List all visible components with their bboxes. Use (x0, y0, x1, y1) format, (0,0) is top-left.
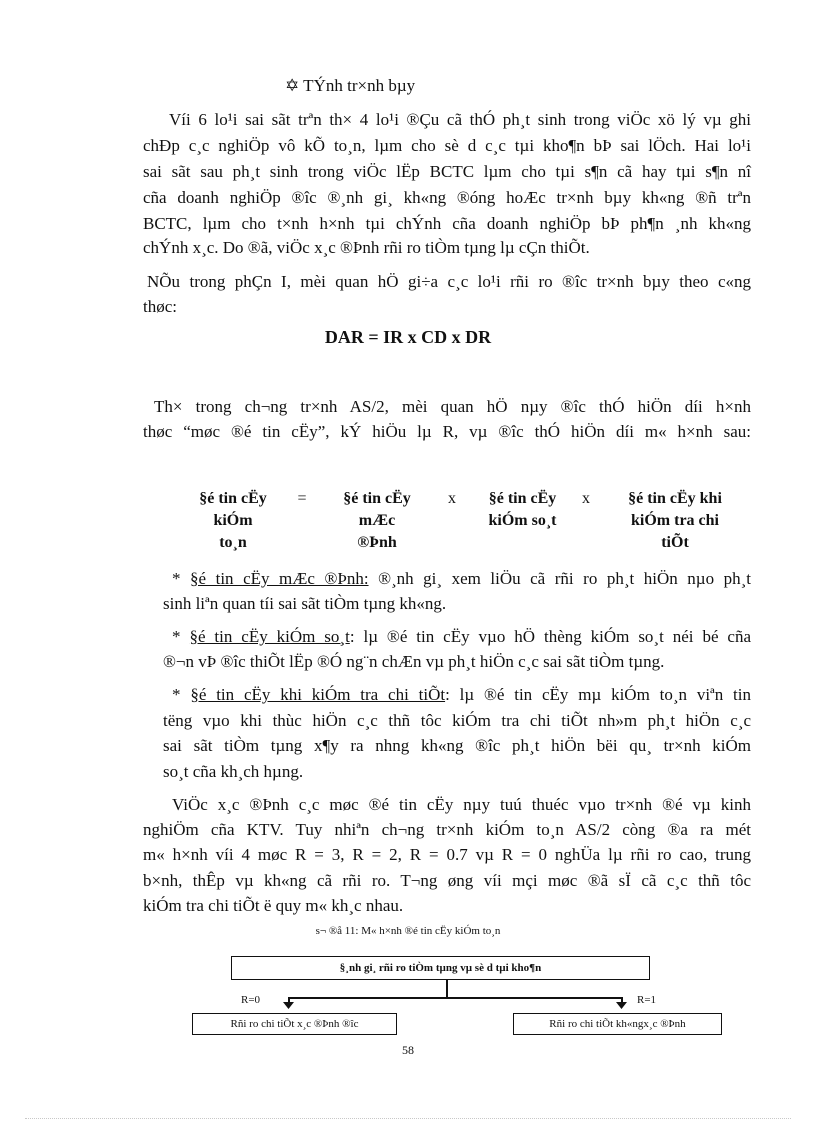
multiply-sign: x (448, 490, 456, 507)
right-box-risk-undetermined: Rñi ro chi tiÕt kh«ngx¸c ®Þnh (513, 1013, 722, 1035)
diagram-caption: s¬ ®å 11: M« h×nh ®é tin cËy kiÓm to¸n (315, 925, 501, 937)
para2-line: thøc: (143, 297, 177, 316)
equation-term-control-reliability: §é tin cËy kiÓm so¸t (488, 490, 557, 529)
equation-term-audit-reliability: §é tin cËy kiÓm to¸n (199, 490, 267, 551)
definition-line: so¸t cña kh¸ch hµng. (163, 762, 304, 781)
para3-line: Th× trong ch¬ng tr×nh AS/2, mèi quan hÖ nµy ®îc thÓ hiÖn díi h×nh (154, 397, 751, 416)
top-box-risk-assessment: §¸nh gi¸ rñi ro tiÒm tµng vµ sè d tµi kho¶n (231, 956, 650, 980)
para4-line: kiÓm tra chi tiÕt ë quy m« kh¸c nhau. (143, 896, 404, 915)
para1-line: Víi 6 lo¹i sai sãt trªn th× 4 lo¹i ®Çu cã thÓ ph¸t sinh trong viÖc xö lý vµ ghi (169, 110, 751, 129)
equals-sign: = (297, 490, 307, 507)
para1-line: chÝnh x¸c. Do ®ã, viÖc x¸c ®Þnh rñi ro tiÒm tµng lµ cÇn thiÕt. (143, 238, 590, 257)
definition-term: §é tin cËy mÆc ®Þnh: (190, 569, 369, 588)
para1-line: sai sãt sau ph¸t sinh trong viÖc lËp BCTC lµm cho tµi s¶n cã hay tµi s¶n nî (143, 162, 751, 181)
para4-line: nghiÖm cña KTV. Tuy nhiªn ch¬ng tr×nh kiÓm to¸n AS/2 còng ®a ra mét (143, 820, 751, 839)
definition-line: * §é tin cËy khi kiÓm tra chi tiÕt: lµ ®é tin cËy mµ kiÓm to¸n viªn tin (172, 685, 752, 704)
definition-term: §é tin cËy kiÓm so¸t (189, 627, 350, 646)
equation-term-detail-test-reliability: §é tin cËy khi kiÓm tra chi tiÕt (628, 490, 722, 551)
para3-line: thøc “møc ®é tin cËy”, kÝ hiÖu lµ R, vµ ®îc thÓ hiÖn díi m« h×nh sau: (143, 422, 751, 441)
equation-term-default-reliability: §é tin cËy mÆc ®Þnh (343, 490, 411, 551)
definition-line: tëng vµo khi thùc hiÖn c¸c thñ tôc kiÓm tra chi tiÕt nh»m ph¸t hiÖn c¸c (163, 711, 751, 730)
multiply-sign: x (582, 490, 590, 507)
risk-formula: DAR = IR x CD x DR (324, 327, 492, 347)
definition-term: §é tin cËy khi kiÓm tra chi tiÕt (190, 685, 446, 704)
definition-line: sinh liªn quan tíi sai sãt tiÒm tµng kh«ng. (163, 594, 447, 613)
left-box-risk-determined: Rñi ro chi tiÕt x¸c ®Þnh ®îc (192, 1013, 397, 1035)
definition-line: * §é tin cËy kiÓm so¸t: lµ ®é tin cËy vµo hÖ thèng kiÓm so¸t néi bé cña (172, 627, 752, 646)
para1-line: chÐp c¸c nghiÖp vô kÕ to¸n, lµm cho sè d c¸c tµi kho¶n bÞ sai lÖch. Hai lo¹i (143, 136, 751, 155)
para4-line: m« h×nh víi 4 møc R = 3, R = 2, R = 0.7 vµ R = 0 nghÜa lµ rñi ro cao, trung (143, 845, 751, 864)
definition-line: sai sãt tiÒm tµng x¶y ra nhng kh«ng ®îc ph¸t hiÖn bëi qu¸ tr×nh kiÓm (163, 736, 751, 755)
page-bottom-divider (25, 1118, 791, 1119)
para1-line: BCTC, lµm cho t×nh h×nh tµi chÝnh cña doanh nghiÖp bÞ ph¶n ¸nh kh«ng (143, 214, 751, 233)
para1-line: cña doanh nghiÖp ®îc ®¸nh gi¸ kh«ng ®óng hoÆc tr×nh bµy kh«ng ®ñ trªn (143, 188, 751, 207)
label-r0: R=0 (241, 994, 261, 1006)
para4-line: ViÖc x¸c ®Þnh c¸c møc ®é tin cËy nµy tuú thuéc vµo tr×nh ®é vµ kinh (172, 795, 751, 814)
para4-line: b×nh, thÊp vµ kh«ng cã rñi ro. T¬ng øng víi mçi møc ®ã sÏ cã c¸c thñ tôc (143, 871, 751, 890)
definition-line: * §é tin cËy mÆc ®Þnh: ®¸nh gi¸ xem liÖu cã rñi ro ph¸t hiÖn nµo ph¸t (172, 569, 752, 588)
definition-line: ®¬n vÞ ®îc thiÕt lËp ®Ó ng¨n chÆn vµ ph¸t hiÖn c¸c sai sãt tiÒm tµng. (163, 652, 665, 671)
section-heading: ✡ TÝnh tr×nh bµy (285, 76, 416, 95)
label-r1: R=1 (637, 994, 657, 1006)
para2-line: NÕu trong phÇn I, mèi quan hÖ gi÷a c¸c lo¹i rñi ro ®îc tr×nh bµy theo c«ng (147, 272, 751, 291)
arrow-down-icon (283, 1002, 295, 1010)
arrow-down-icon (616, 1002, 628, 1010)
connector-vertical (446, 980, 448, 997)
page-number: 58 (402, 1043, 414, 1057)
connector-horizontal (288, 997, 622, 999)
